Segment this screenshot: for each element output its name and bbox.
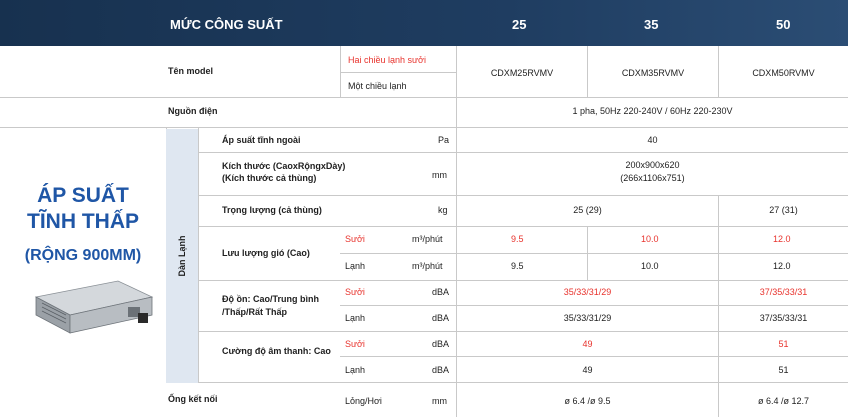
- noise-heat-mode: Sưởi: [345, 287, 365, 297]
- model-type-cool: Một chiều lạnh: [348, 81, 407, 91]
- static-pressure-label: Áp suất tĩnh ngoài: [222, 135, 301, 145]
- weight-25-35: 25 (29): [573, 205, 602, 215]
- airflow-heat-35: 10.0: [641, 234, 659, 244]
- row-divider: [198, 280, 848, 281]
- sound-power-heat-25-35: 49: [582, 339, 593, 349]
- sound-power-label: Cường độ âm thanh: Cao: [222, 346, 331, 356]
- col-divider: [718, 195, 719, 417]
- noise-cool-mode: Lạnh: [345, 313, 366, 323]
- airflow-cool-25: 9.5: [511, 261, 524, 271]
- capacity-25: 25: [512, 17, 527, 32]
- weight-unit: kg: [438, 205, 448, 215]
- airflow-cool-mode: Lạnh: [345, 261, 366, 271]
- dimensions-box-value: (266x1106x751): [620, 173, 685, 183]
- airflow-cool-50: 12.0: [773, 261, 791, 271]
- row-divider: [0, 97, 848, 98]
- model-label: Tên model: [168, 66, 214, 76]
- capacity-header: [0, 0, 848, 46]
- airflow-cool-35: 10.0: [641, 261, 659, 271]
- dimensions-label-box: (Kích thước cả thùng): [222, 173, 317, 183]
- row-divider: [340, 305, 848, 306]
- pipe-label: Ống kết nối: [168, 394, 218, 404]
- noise-label-2: /Thấp/Rất Thấp: [222, 307, 287, 317]
- model-25: CDXM25RVMV: [490, 68, 554, 78]
- promo-line2: TĨNH THẤP: [27, 210, 139, 233]
- airflow-heat-25: 9.5: [511, 234, 524, 244]
- sound-power-cool-50: 51: [778, 365, 789, 375]
- row-divider: [198, 152, 848, 153]
- sound-power-heat-50: 51: [778, 339, 789, 349]
- capacity-35: 35: [644, 17, 659, 32]
- row-divider: [340, 72, 456, 73]
- pipe-sub-label: Lỏng/Hơi: [345, 396, 382, 406]
- pipe-25-35: ø 6.4 /ø 9.5: [564, 396, 611, 406]
- noise-heat-50: 37/35/33/31: [759, 287, 808, 297]
- row-divider: [198, 195, 848, 196]
- airflow-heat-unit: m³/phút: [412, 234, 443, 244]
- model-50: CDXM50RVMV: [752, 68, 815, 78]
- weight-50: 27 (31): [769, 205, 798, 215]
- power-label: Nguồn điện: [168, 106, 218, 116]
- airflow-heat-50: 12.0: [773, 234, 791, 244]
- sound-power-heat-unit: dBA: [432, 339, 450, 349]
- promo-line1: ÁP SUẤT: [37, 184, 129, 207]
- noise-cool-unit: dBA: [432, 313, 450, 323]
- power-value: 1 pha, 50Hz 220-240V / 60Hz 220-230V: [572, 106, 733, 116]
- product-panel: [0, 129, 166, 383]
- airflow-label: Lưu lượng gió (Cao): [222, 248, 310, 258]
- promo-line3: (RỘNG 900MM): [24, 247, 142, 264]
- pipe-50: ø 6.4 /ø 12.7: [757, 396, 810, 406]
- ducted-unit-image: [28, 275, 156, 339]
- dimensions-label: Kích thước (CaoxRộngxDày): [222, 161, 346, 171]
- row-divider: [198, 226, 848, 227]
- weight-label: Trọng lượng (cả thùng): [222, 205, 322, 215]
- static-pressure-unit: Pa: [438, 135, 450, 145]
- noise-heat-25-35: 35/33/31/29: [563, 287, 612, 297]
- col-divider: [456, 46, 457, 417]
- static-pressure-value: 40: [647, 135, 658, 145]
- model-type-heat: Hai chiều lạnh sưởi: [348, 55, 426, 65]
- sound-power-cool-unit: dBA: [432, 365, 450, 375]
- sound-power-heat-mode: Sưởi: [345, 339, 365, 349]
- noise-cool-25-35: 35/33/31/29: [563, 313, 612, 323]
- capacity-50: 50: [776, 17, 791, 32]
- noise-cool-50: 37/35/33/31: [759, 313, 808, 323]
- col-divider: [340, 46, 341, 98]
- row-divider: [0, 127, 848, 128]
- airflow-heat-mode: Sưởi: [345, 234, 365, 244]
- row-divider: [340, 253, 848, 254]
- row-divider: [198, 331, 848, 332]
- indoor-unit-group: [166, 129, 198, 383]
- model-35: CDXM35RVMV: [621, 68, 685, 78]
- group-label: Dàn Lạnh: [177, 235, 187, 277]
- col-divider: [198, 127, 199, 383]
- pipe-unit: mm: [432, 396, 447, 406]
- noise-heat-unit: dBA: [432, 287, 450, 297]
- capacity-title: MỨC CÔNG SUẤT: [170, 17, 283, 32]
- noise-label: Độ ồn: Cao/Trung bình: [222, 294, 319, 304]
- col-divider: [587, 226, 588, 280]
- sound-power-cool-25-35: 49: [582, 365, 593, 375]
- sound-power-cool-mode: Lạnh: [345, 365, 366, 375]
- row-divider: [340, 356, 848, 357]
- airflow-cool-unit: m³/phút: [412, 261, 443, 271]
- dimensions-value: 200x900x620: [625, 160, 680, 170]
- dimensions-unit: mm: [432, 170, 447, 180]
